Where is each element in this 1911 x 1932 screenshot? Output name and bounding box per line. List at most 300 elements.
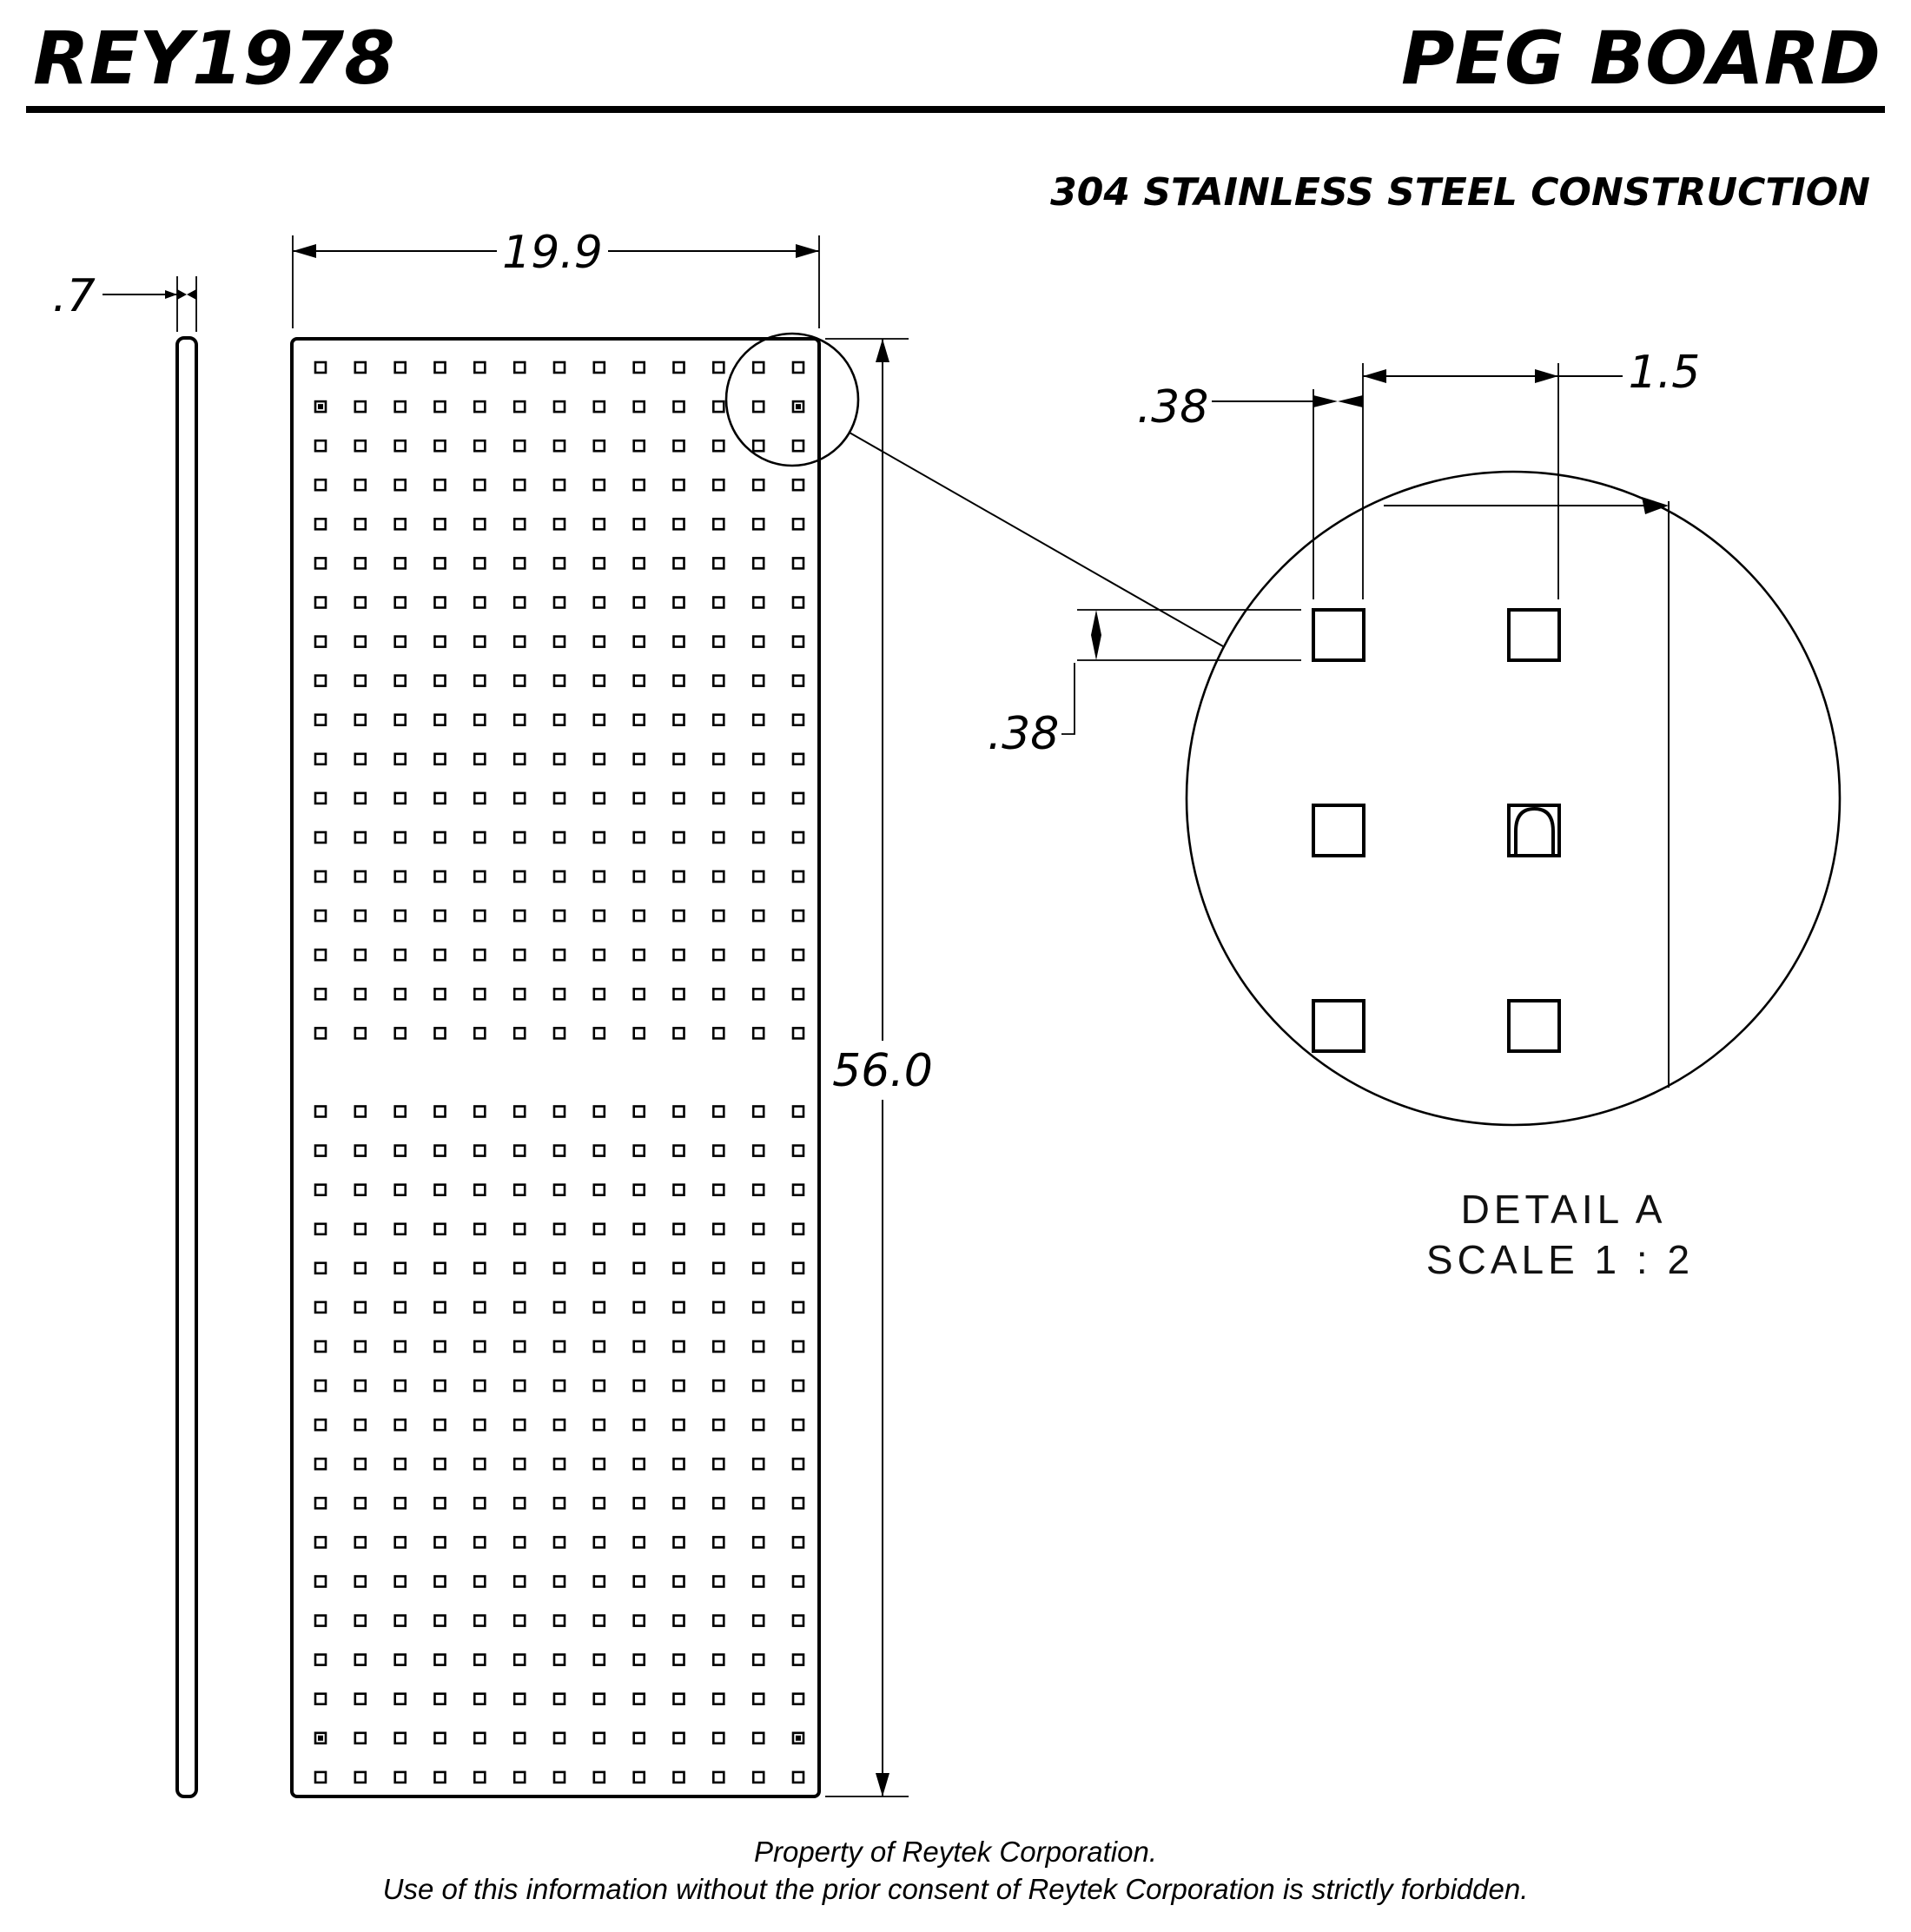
peg-hole — [713, 1028, 724, 1038]
peg-hole — [355, 1302, 366, 1313]
peg-hole — [474, 1380, 485, 1391]
peg-hole — [474, 362, 485, 373]
peg-hole — [634, 1498, 645, 1508]
peg-hole — [713, 1224, 724, 1234]
peg-hole — [753, 989, 764, 999]
peg-hole — [435, 598, 446, 608]
peg-hole — [793, 754, 803, 764]
peg-hole — [554, 558, 565, 568]
peg-hole — [514, 1419, 525, 1430]
peg-hole — [474, 519, 485, 529]
peg-hole — [435, 871, 446, 882]
peg-hole — [753, 362, 764, 373]
peg-hole — [554, 832, 565, 843]
peg-hole — [514, 989, 525, 999]
peg-hole — [435, 1185, 446, 1195]
peg-hole — [435, 362, 446, 373]
peg-hole — [634, 1028, 645, 1038]
peg-hole — [355, 715, 366, 725]
peg-hole — [435, 676, 446, 686]
peg-hole — [395, 1655, 406, 1665]
peg-hole — [514, 676, 525, 686]
peg-hole — [634, 1537, 645, 1547]
peg-hole — [474, 1616, 485, 1626]
peg-hole — [753, 910, 764, 921]
peg-hole — [435, 1537, 446, 1547]
peg-hole — [594, 1341, 605, 1352]
peg-hole — [315, 440, 326, 451]
peg-hole — [753, 558, 764, 568]
peg-hole — [674, 558, 684, 568]
peg-hole — [554, 715, 565, 725]
peg-hole — [753, 1733, 764, 1743]
peg-hole — [634, 949, 645, 960]
peg-hole — [355, 1380, 366, 1391]
peg-hole — [634, 754, 645, 764]
peg-hole — [395, 401, 406, 412]
holewidth-arrow-left — [1313, 395, 1338, 407]
peg-hole — [355, 871, 366, 882]
peg-hole — [634, 1772, 645, 1783]
peg-hole — [634, 1185, 645, 1195]
peg-hole — [634, 910, 645, 921]
peg-hole — [435, 754, 446, 764]
peg-hole — [355, 558, 366, 568]
peg-hole — [435, 1655, 446, 1665]
peg-hole — [395, 949, 406, 960]
peg-hole — [713, 1577, 724, 1587]
peg-hole — [713, 1498, 724, 1508]
peg-hole — [634, 362, 645, 373]
peg-hole — [315, 1419, 326, 1430]
peg-hole — [474, 1263, 485, 1274]
peg-hole — [355, 1028, 366, 1038]
peg-hole — [315, 793, 326, 804]
peg-hole — [594, 1263, 605, 1274]
detail-corner-arrow — [1642, 497, 1669, 514]
peg-hole — [713, 832, 724, 843]
peg-hole — [713, 1459, 724, 1469]
peg-hole — [395, 1263, 406, 1274]
peg-hole — [793, 1302, 803, 1313]
peg-hole — [554, 1302, 565, 1313]
detail-peg-hole — [1313, 1001, 1364, 1051]
detail-peg-hole — [1313, 805, 1364, 856]
peg-hole — [474, 1459, 485, 1469]
peg-hole — [435, 1380, 446, 1391]
peg-hole — [594, 519, 605, 529]
height-dim-text: 56.0 — [832, 1045, 933, 1097]
peg-hole — [674, 1459, 684, 1469]
peg-hole — [395, 558, 406, 568]
peg-hole — [395, 715, 406, 725]
height-arrow-bottom — [876, 1773, 889, 1796]
peg-hole — [514, 1772, 525, 1783]
peg-hole — [674, 362, 684, 373]
peg-hole — [713, 989, 724, 999]
peg-hole — [554, 1537, 565, 1547]
peg-hole — [435, 1733, 446, 1743]
peg-hole — [355, 1146, 366, 1156]
peg-hole — [594, 949, 605, 960]
peg-hole — [753, 1616, 764, 1626]
peg-hole — [435, 989, 446, 999]
peg-hole — [435, 1694, 446, 1704]
peg-hole — [594, 1459, 605, 1469]
holewidth-arrow-right — [1338, 395, 1363, 407]
peg-hole — [514, 401, 525, 412]
peg-hole — [315, 989, 326, 999]
detail-view-label: DETAIL A — [1460, 1187, 1667, 1232]
peg-hole — [355, 1733, 366, 1743]
peg-hole — [594, 832, 605, 843]
peg-hole — [514, 558, 525, 568]
peg-hole — [634, 480, 645, 490]
peg-hole — [474, 440, 485, 451]
peg-hole — [713, 1537, 724, 1547]
peg-hole — [554, 1380, 565, 1391]
peg-hole — [514, 1380, 525, 1391]
peg-hole — [315, 871, 326, 882]
peg-hole — [713, 598, 724, 608]
peg-hole — [594, 1498, 605, 1508]
peg-hole — [514, 1224, 525, 1234]
peg-hole — [514, 440, 525, 451]
peg-hole — [474, 401, 485, 412]
peg-hole — [435, 440, 446, 451]
peg-hole — [554, 676, 565, 686]
locating-hole-marker — [318, 1736, 323, 1741]
peg-hole — [395, 1146, 406, 1156]
holeheight-leader-line — [1061, 663, 1075, 734]
width-arrow-right — [796, 244, 819, 258]
peg-hole — [634, 715, 645, 725]
peg-hole — [315, 754, 326, 764]
peg-hole — [713, 1694, 724, 1704]
peg-hole — [594, 1537, 605, 1547]
peg-hole — [554, 793, 565, 804]
peg-hole — [514, 793, 525, 804]
peg-hole — [674, 715, 684, 725]
peg-hole — [674, 949, 684, 960]
peg-hole — [674, 637, 684, 647]
peg-hole — [315, 1146, 326, 1156]
peg-hole — [793, 1694, 803, 1704]
peg-hole — [634, 1380, 645, 1391]
peg-hole — [514, 1498, 525, 1508]
peg-hole — [514, 637, 525, 647]
peg-hole — [713, 1263, 724, 1274]
peg-hole — [315, 1498, 326, 1508]
peg-hole — [753, 1107, 764, 1117]
peg-hole — [395, 871, 406, 882]
peg-hole — [435, 1107, 446, 1117]
holewidth-dim-text: .38 — [1136, 381, 1209, 433]
peg-hole — [793, 910, 803, 921]
peg-hole — [474, 1537, 485, 1547]
peg-hole — [674, 1380, 684, 1391]
peg-hole — [674, 1263, 684, 1274]
peg-hole — [753, 1263, 764, 1274]
peg-hole — [315, 1107, 326, 1117]
peg-hole — [474, 793, 485, 804]
peg-hole — [395, 754, 406, 764]
peg-hole — [315, 1616, 326, 1626]
peg-hole — [355, 989, 366, 999]
peg-hole — [474, 832, 485, 843]
peg-hole — [674, 1107, 684, 1117]
peg-hole — [753, 1185, 764, 1195]
peg-hole — [395, 1224, 406, 1234]
peg-hole — [594, 871, 605, 882]
peg-hole — [474, 1302, 485, 1313]
peg-hole — [474, 910, 485, 921]
peg-hole — [793, 832, 803, 843]
peg-hole — [554, 1694, 565, 1704]
peg-hole — [514, 1185, 525, 1195]
peg-hole — [315, 1537, 326, 1547]
peg-hole — [514, 519, 525, 529]
peg-hole — [674, 1733, 684, 1743]
peg-hole — [355, 440, 366, 451]
peg-hole — [514, 1616, 525, 1626]
peg-hole — [355, 754, 366, 764]
peg-hole — [594, 1419, 605, 1430]
peg-hole — [793, 676, 803, 686]
peg-hole — [753, 637, 764, 647]
peg-hole — [355, 910, 366, 921]
peg-hole — [435, 1577, 446, 1587]
footer-property-note: Property of Reytek Corporation. — [753, 1836, 1158, 1868]
peg-hole — [793, 715, 803, 725]
peg-hole — [793, 362, 803, 373]
peg-hole — [514, 754, 525, 764]
peg-hole — [395, 832, 406, 843]
peg-hole — [395, 362, 406, 373]
peg-hole — [315, 1185, 326, 1195]
peg-hole — [674, 1694, 684, 1704]
peg-hole — [634, 793, 645, 804]
peg-hole — [474, 1733, 485, 1743]
peg-hole — [435, 637, 446, 647]
peg-hole — [674, 598, 684, 608]
peg-hole — [713, 910, 724, 921]
peg-hole — [395, 1028, 406, 1038]
pitch-arrow-right — [1535, 369, 1558, 383]
peg-hole — [355, 1263, 366, 1274]
peg-hole — [315, 598, 326, 608]
peg-hole — [753, 754, 764, 764]
peg-hole — [315, 910, 326, 921]
peg-hole — [753, 1459, 764, 1469]
peg-hole — [554, 989, 565, 999]
height-arrow-top — [876, 339, 889, 362]
peg-hole — [634, 558, 645, 568]
peg-hole — [395, 598, 406, 608]
peg-hole — [474, 715, 485, 725]
peg-hole — [753, 440, 764, 451]
peg-hole — [674, 871, 684, 882]
peg-hole — [793, 1419, 803, 1430]
peg-hole — [554, 480, 565, 490]
peg-hole — [594, 362, 605, 373]
peg-hole — [793, 949, 803, 960]
peg-hole — [594, 754, 605, 764]
peg-hole — [713, 793, 724, 804]
peg-hole — [395, 1302, 406, 1313]
peg-hole — [395, 910, 406, 921]
peg-hole — [395, 637, 406, 647]
peg-hole — [713, 1341, 724, 1352]
peg-hole — [793, 598, 803, 608]
peg-hole — [315, 1341, 326, 1352]
peg-hole — [474, 676, 485, 686]
peg-hole — [634, 1459, 645, 1469]
peg-hole — [315, 949, 326, 960]
peg-hole — [355, 1224, 366, 1234]
peg-hole — [554, 871, 565, 882]
peg-hole — [315, 715, 326, 725]
peg-hole — [594, 1380, 605, 1391]
peg-hole — [355, 637, 366, 647]
peg-hole — [554, 1263, 565, 1274]
peg-hole — [435, 1419, 446, 1430]
peg-hole — [594, 1655, 605, 1665]
peg-hole — [435, 401, 446, 412]
peg-hole — [634, 1224, 645, 1234]
peg-hole — [355, 1577, 366, 1587]
peg-hole — [674, 1185, 684, 1195]
pitch-dim-text: 1.5 — [1628, 347, 1701, 399]
peg-hole — [514, 1655, 525, 1665]
peg-hole — [395, 1616, 406, 1626]
peg-hole — [355, 1694, 366, 1704]
peg-hole — [713, 1772, 724, 1783]
peg-hole — [315, 1459, 326, 1469]
peg-hole — [355, 1419, 366, 1430]
peg-hole — [634, 1107, 645, 1117]
peg-hole — [713, 1302, 724, 1313]
peg-hole — [435, 1224, 446, 1234]
peg-hole — [713, 1655, 724, 1665]
peg-hole — [355, 1341, 366, 1352]
peg-hole — [474, 949, 485, 960]
peg-hole — [634, 871, 645, 882]
peg-hole — [713, 1185, 724, 1195]
peg-hole — [315, 676, 326, 686]
peg-hole — [435, 1146, 446, 1156]
peg-hole — [713, 754, 724, 764]
peg-hole — [713, 1733, 724, 1743]
detail-peg-hole — [1509, 610, 1559, 660]
peg-hole — [594, 1577, 605, 1587]
peg-hole — [674, 1498, 684, 1508]
peg-hole — [634, 519, 645, 529]
peg-hole — [315, 1302, 326, 1313]
peg-hole — [395, 989, 406, 999]
holeheight-dim-text: .38 — [987, 708, 1060, 760]
peg-hole — [554, 1107, 565, 1117]
peg-hole — [355, 676, 366, 686]
side-view-outline — [177, 338, 196, 1796]
peg-hole — [753, 832, 764, 843]
pitch-arrow-left — [1363, 369, 1386, 383]
peg-hole — [395, 1577, 406, 1587]
peg-hole — [554, 440, 565, 451]
peg-hole — [674, 480, 684, 490]
peg-hole — [713, 1107, 724, 1117]
peg-hole — [753, 793, 764, 804]
peg-hole — [713, 871, 724, 882]
peg-hole — [594, 1616, 605, 1626]
peg-hole — [594, 598, 605, 608]
peg-hole — [753, 1380, 764, 1391]
peg-hole — [355, 1655, 366, 1665]
peg-hole — [753, 1224, 764, 1234]
peg-hole — [713, 362, 724, 373]
peg-hole — [713, 401, 724, 412]
peg-hole — [594, 1302, 605, 1313]
peg-hole — [315, 1694, 326, 1704]
peg-hole — [435, 793, 446, 804]
detail-holes — [1313, 610, 1559, 1051]
peg-hole — [634, 832, 645, 843]
peg-hole — [634, 1302, 645, 1313]
peg-hole — [793, 1341, 803, 1352]
peg-hole — [474, 637, 485, 647]
peg-hole — [395, 1733, 406, 1743]
peg-hole — [793, 1459, 803, 1469]
peg-hole — [594, 676, 605, 686]
peg-hole — [713, 440, 724, 451]
peg-hole — [554, 362, 565, 373]
peg-hole — [435, 832, 446, 843]
peg-hole — [355, 949, 366, 960]
peg-hole — [594, 558, 605, 568]
peg-hole — [753, 1146, 764, 1156]
peg-hole — [554, 519, 565, 529]
peg-hole — [674, 1537, 684, 1547]
peg-hole — [395, 1459, 406, 1469]
peg-hole — [753, 1577, 764, 1587]
peg-hole — [474, 989, 485, 999]
peg-hole — [594, 1224, 605, 1234]
peg-hole — [474, 1028, 485, 1038]
peg-hole — [713, 1616, 724, 1626]
peg-hole — [474, 1694, 485, 1704]
peg-hole — [554, 910, 565, 921]
peg-hole — [514, 1459, 525, 1469]
width-dim-text: 19.9 — [502, 227, 603, 279]
peg-hole — [634, 1694, 645, 1704]
peg-hole — [634, 989, 645, 999]
peg-hole — [435, 558, 446, 568]
peg-hole — [793, 480, 803, 490]
peg-hole — [753, 1498, 764, 1508]
peg-hole — [474, 754, 485, 764]
peg-hole — [793, 1028, 803, 1038]
peg-hole — [634, 440, 645, 451]
peg-hole — [793, 440, 803, 451]
peg-hole — [713, 949, 724, 960]
peg-hole — [395, 1498, 406, 1508]
peg-hole — [474, 1341, 485, 1352]
peg-hole — [355, 1537, 366, 1547]
peg-hole — [355, 1772, 366, 1783]
peg-hole — [594, 1733, 605, 1743]
peg-hole — [554, 1185, 565, 1195]
peg-hole — [435, 910, 446, 921]
